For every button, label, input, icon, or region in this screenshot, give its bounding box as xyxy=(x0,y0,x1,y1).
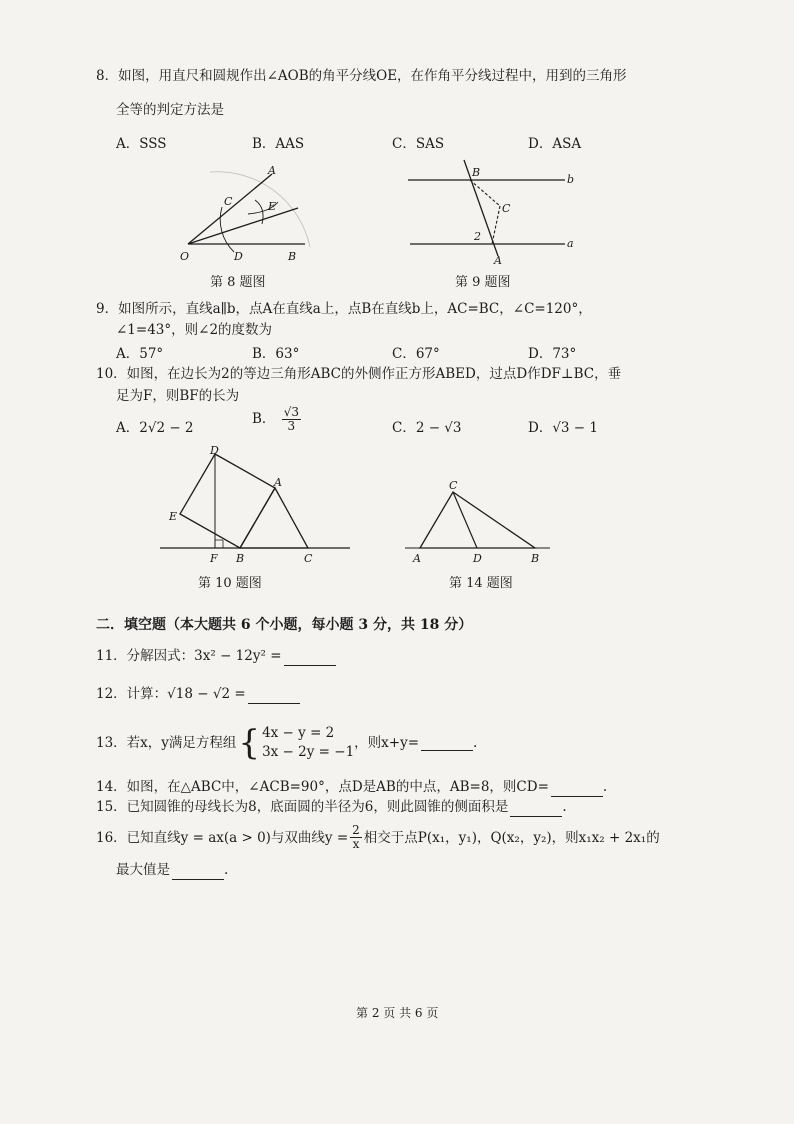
q8-option-a: A．SSS xyxy=(116,136,167,152)
fig8-label-a: A xyxy=(268,164,276,177)
q9-option-b: B．63° xyxy=(252,346,300,362)
fig14-label-a: A xyxy=(413,552,421,565)
q9-option-a: A．57° xyxy=(116,346,164,362)
fig10-label-e: E xyxy=(169,510,178,523)
q10-line1: 10．如图，在边长为2的等边三角形ABC的外侧作正方形ABED，过点D作DF⊥BC，垂 xyxy=(96,366,622,382)
q13-prefix: 13．若x，y满足方程组 xyxy=(96,735,237,751)
q15-text: 15．已知圆锥的母线长为8，底面圆的半径为6，则此圆锥的侧面积是 xyxy=(96,799,509,815)
q15-answer-blank[interactable] xyxy=(510,802,562,817)
figure-10 xyxy=(160,444,360,570)
fig10-label-f: F xyxy=(210,552,218,565)
q14-answer-blank[interactable] xyxy=(551,782,603,797)
fig8-label-c: C xyxy=(224,195,233,208)
figure-8 xyxy=(170,152,340,267)
fig10-caption: 第 10 题图 xyxy=(198,576,262,591)
figure-14 xyxy=(405,478,555,572)
q10-option-a: A．2√2 − 2 xyxy=(116,420,194,436)
fig9-label-b: B xyxy=(472,166,481,179)
q10-option-b-denominator: 3 xyxy=(287,419,296,433)
q13: 13．若x，y满足方程组 { 4x − y = 2 3x − 2y = −1 ，则x+y= . xyxy=(96,723,478,763)
q12-answer-blank[interactable] xyxy=(248,689,300,704)
q8-line1: 8．如图，用直尺和圆规作出∠AOB的角平分线OE，在作角平分线过程中，用到的三角形 xyxy=(96,68,627,84)
q10-option-b xyxy=(252,406,303,433)
q11-answer-blank[interactable] xyxy=(284,651,336,666)
q13-eq2: 3x − 2y = −1 xyxy=(262,744,355,760)
q13-answer-blank[interactable] xyxy=(421,736,473,751)
q16-line2: 最大值是 . xyxy=(116,862,229,878)
section-2-title: 二．填空题（本大题共 6 个小题，每小题 3 分，共 18 分） xyxy=(96,617,473,633)
fig14-label-c: C xyxy=(449,479,458,492)
q8-line2: 全等的判定方法是 xyxy=(116,102,224,118)
q13-suffix: ，则x+y= xyxy=(354,735,420,751)
q16-line2-text: 最大值是 xyxy=(116,862,170,878)
q11-text: 11．分解因式：3x² − 12y² = xyxy=(96,648,282,664)
q15: 15．已知圆锥的母线长为8，底面圆的半径为6，则此圆锥的侧面积是 . xyxy=(96,799,567,815)
figure-9 xyxy=(400,152,590,267)
q16-line1 xyxy=(96,824,660,851)
q10-option-b-prefix: B． xyxy=(252,411,276,427)
q13-eq1: 4x − y = 2 xyxy=(262,725,335,741)
q9-option-d: D．73° xyxy=(528,346,577,362)
fig10-label-b: B xyxy=(236,552,245,565)
q14: 14．如图，在△ABC中，∠ACB=90°，点D是AB的中点，AB=8，则CD= . xyxy=(96,779,608,795)
q12-text: 12．计算：√18 − √2 = xyxy=(96,686,246,702)
q8-option-c: C．SAS xyxy=(392,136,445,152)
q16-answer-blank[interactable] xyxy=(172,865,224,880)
fig8-label-d: D xyxy=(234,250,243,263)
q11 xyxy=(96,646,336,666)
q9-line1: 9．如图所示，直线a∥b，点A在直线a上，点B在直线b上，AC=BC，∠C=120°， xyxy=(96,301,592,317)
q16-fraction-denominator: x xyxy=(352,837,360,851)
fig10-label-c: C xyxy=(304,552,313,565)
fig8-label-o: O xyxy=(180,250,190,263)
q8-option-d: D．ASA xyxy=(528,136,582,152)
fig14-label-d: D xyxy=(473,552,482,565)
fig8-label-b: B xyxy=(288,250,297,263)
q13-system xyxy=(262,724,354,762)
fig8-label-e: E xyxy=(268,200,277,213)
fig10-label-d: D xyxy=(210,444,219,457)
q10-option-d: D．√3 − 1 xyxy=(528,420,598,436)
q9-line2: ∠1=43°，则∠2的度数为 xyxy=(116,322,273,338)
fig9-label-a: A xyxy=(494,254,502,267)
fig9-label-line-b: b xyxy=(567,173,575,186)
q16-fraction xyxy=(350,824,362,851)
q12 xyxy=(96,684,300,704)
q10-option-b-numerator: √3 xyxy=(283,405,299,419)
q10-option-b-fraction xyxy=(282,406,301,433)
q16-suffix: 相交于点P(x₁，y₁)，Q(x₂，y₂)，则x₁x₂ + 2x₁的 xyxy=(363,829,660,846)
fig9-caption: 第 9 题图 xyxy=(455,275,511,290)
q16-prefix: 16．已知直线y = ax(a > 0)与双曲线y = xyxy=(96,829,349,846)
page-footer: 第 2 页 共 6 页 xyxy=(356,1006,439,1020)
q14-text: 14．如图，在△ABC中，∠ACB=90°，点D是AB的中点，AB=8，则CD= xyxy=(96,779,549,795)
fig9-label-2: 2 xyxy=(474,230,481,243)
fig10-label-a: A xyxy=(274,476,282,489)
fig14-label-b: B xyxy=(531,552,540,565)
q9-option-c: C．67° xyxy=(392,346,440,362)
q10-line2: 足为F，则BF的长为 xyxy=(116,388,240,404)
q8-option-b: B．AAS xyxy=(252,136,305,152)
fig14-caption: 第 14 题图 xyxy=(449,576,513,591)
q13-brace: { xyxy=(238,723,261,763)
q16-fraction-numerator: 2 xyxy=(352,823,360,837)
q10-option-c: C．2 − √3 xyxy=(392,420,462,436)
fig9-label-line-a: a xyxy=(567,237,574,250)
fig9-label-c: C xyxy=(502,202,511,215)
fig8-caption: 第 8 题图 xyxy=(210,275,266,290)
